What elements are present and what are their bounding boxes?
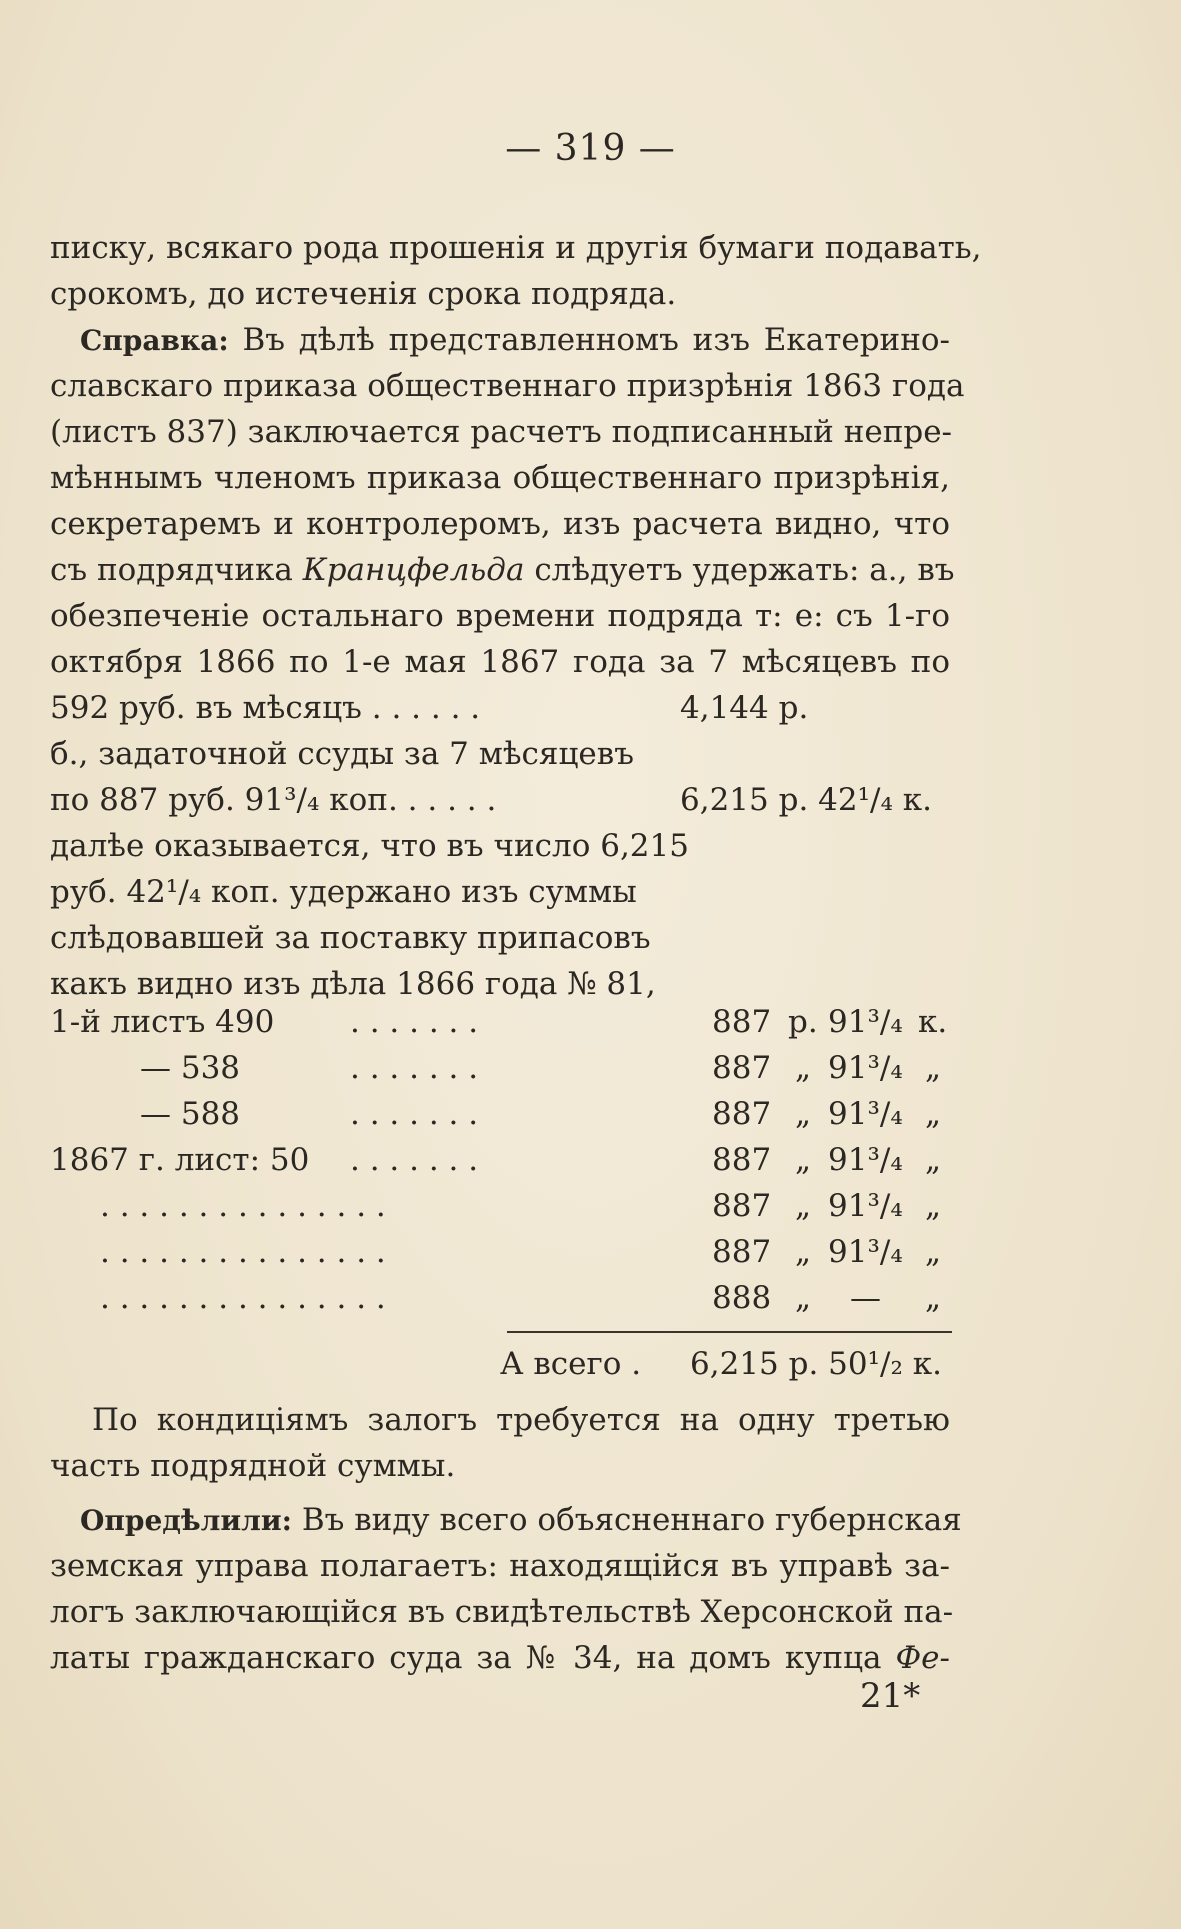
text-span: съ подрядчика (50, 552, 293, 588)
table-row-dots: . . . . . . . . . . . . . . . (100, 1188, 386, 1224)
table-row-kop: 91³/₄ (828, 1096, 903, 1132)
table-row-rub: 887 (712, 1188, 772, 1224)
table-row-kop: 91³/₄ (828, 1004, 903, 1040)
text-line: срокомъ, до истеченія срока подряда. (50, 276, 677, 312)
table-row-kop: — (850, 1280, 881, 1316)
text-line: обезпеченіе остальнаго времени подряда т: е: съ 1-го (50, 598, 950, 634)
table-row-rub: 887 (712, 1050, 772, 1086)
table-row-r: „ (795, 1050, 812, 1086)
text-line: писку, всякаго рода прошенія и другія бумаги подавать, (50, 230, 982, 266)
table-row-dots: . . . . . . . (350, 1004, 479, 1040)
table-row-rub: 888 (712, 1280, 772, 1316)
total-label: А всего . (500, 1346, 642, 1382)
text-line: земская управа полагаетъ: находящійся въ управѣ за- (50, 1548, 950, 1584)
text-line: логъ заключающійся въ свидѣтельствѣ Херсонской па- (50, 1594, 954, 1630)
amount: 6,215 р. 42¹/₄ к. (680, 782, 932, 818)
table-row-kop: 91³/₄ (828, 1234, 903, 1270)
table-row-k: „ (925, 1188, 942, 1224)
table-row-label: 1867 г. лист: 50 (50, 1142, 310, 1178)
total-value: 6,215 р. 50¹/₂ к. (690, 1346, 942, 1382)
section-heading: Опредѣлили: (80, 1504, 292, 1537)
table-row-r: „ (795, 1096, 812, 1132)
table-row-dots: . . . . . . . (350, 1142, 479, 1178)
table-row-kop: 91³/₄ (828, 1188, 903, 1224)
table-row-k: „ (925, 1096, 942, 1132)
table-row-dots: . . . . . . . . . . . . . . . (100, 1234, 386, 1270)
table-row-k: „ (925, 1280, 942, 1316)
table-row-rub: 887 (712, 1142, 772, 1178)
text-line: славскаго приказа общественнаго призрѣнія 1863 года (50, 368, 965, 404)
text-line (50, 318, 950, 362)
text-line: слѣдовавшей за поставку припасовъ (50, 920, 651, 956)
text-line (50, 1498, 962, 1542)
table-row-kop: 91³/₄ (828, 1142, 903, 1178)
page-number: — 319 — (505, 128, 676, 169)
contractor-name: Кранцфельда (302, 552, 525, 588)
table-row-r: „ (795, 1234, 812, 1270)
total-rule (507, 1331, 952, 1333)
text-line (50, 686, 480, 730)
table-row-r: „ (795, 1142, 812, 1178)
text-span: слѣдуетъ удержать: а., въ (534, 552, 955, 588)
text-line (50, 1636, 950, 1680)
table-row-dots: . . . . . . . (350, 1096, 479, 1132)
table-row-label: — 588 (140, 1096, 241, 1132)
table-row-kop: 91³/₄ (828, 1050, 903, 1086)
table-row-rub: 887 (712, 1004, 772, 1040)
table-row-k: „ (925, 1234, 942, 1270)
text-span: латы гражданскаго суда за № 34, на домъ купца (50, 1640, 882, 1676)
text-line: б., задаточной ссуды за 7 мѣсяцевъ (50, 736, 634, 772)
text-line (50, 1398, 950, 1442)
table-row-label: — 538 (140, 1050, 241, 1086)
text-span: Въ дѣлѣ представленномъ изъ Екатерино- (242, 322, 951, 358)
text-line (50, 548, 955, 592)
table-row-r: „ (795, 1280, 812, 1316)
table-row-k: „ (925, 1050, 942, 1086)
text-line: часть подрядной суммы. (50, 1448, 456, 1484)
table-row-r: „ (795, 1188, 812, 1224)
table-row-dots: . . . . . . . (350, 1050, 479, 1086)
table-row-label: 1-й листъ 490 (50, 1004, 275, 1040)
text-span: Въ виду всего объясненнаго губернская (301, 1502, 962, 1538)
table-row-r: р. (788, 1004, 818, 1040)
merchant-name: Фе- (895, 1640, 951, 1676)
table-row-k: к. (918, 1004, 948, 1040)
text-line: какъ видно изъ дѣла 1866 года № 81, (50, 966, 656, 1002)
text-line: секретаремъ и контролеромъ, изъ расчета видно, что (50, 506, 950, 542)
text-line: далѣе оказывается, что въ число 6,215 (50, 828, 689, 864)
text-span: По кондиціямъ залогъ требуется на одну третью (92, 1402, 950, 1438)
text-line: руб. 42¹/₄ коп. удержано изъ суммы (50, 874, 637, 910)
table-row-dots: . . . . . . . . . . . . . . . (100, 1280, 386, 1316)
amount: 4,144 р. (680, 690, 809, 726)
text-line: (листъ 837) заключается расчетъ подписанный непре- (50, 414, 953, 450)
text-line: по 887 руб. 91³/₄ коп. . . . . . (50, 782, 497, 818)
signature-mark: 21* (860, 1676, 921, 1716)
text-line: мѣннымъ членомъ приказа общественнаго призрѣнія, (50, 460, 950, 496)
table-row-k: „ (925, 1142, 942, 1178)
section-heading: Справка: (80, 324, 229, 357)
text-line: октября 1866 по 1-е мая 1867 года за 7 мѣсяцевъ по (50, 644, 950, 680)
text-span: 592 руб. въ мѣсяцъ . . . . . . (50, 690, 481, 726)
table-row-rub: 887 (712, 1096, 772, 1132)
table-row-rub: 887 (712, 1234, 772, 1270)
